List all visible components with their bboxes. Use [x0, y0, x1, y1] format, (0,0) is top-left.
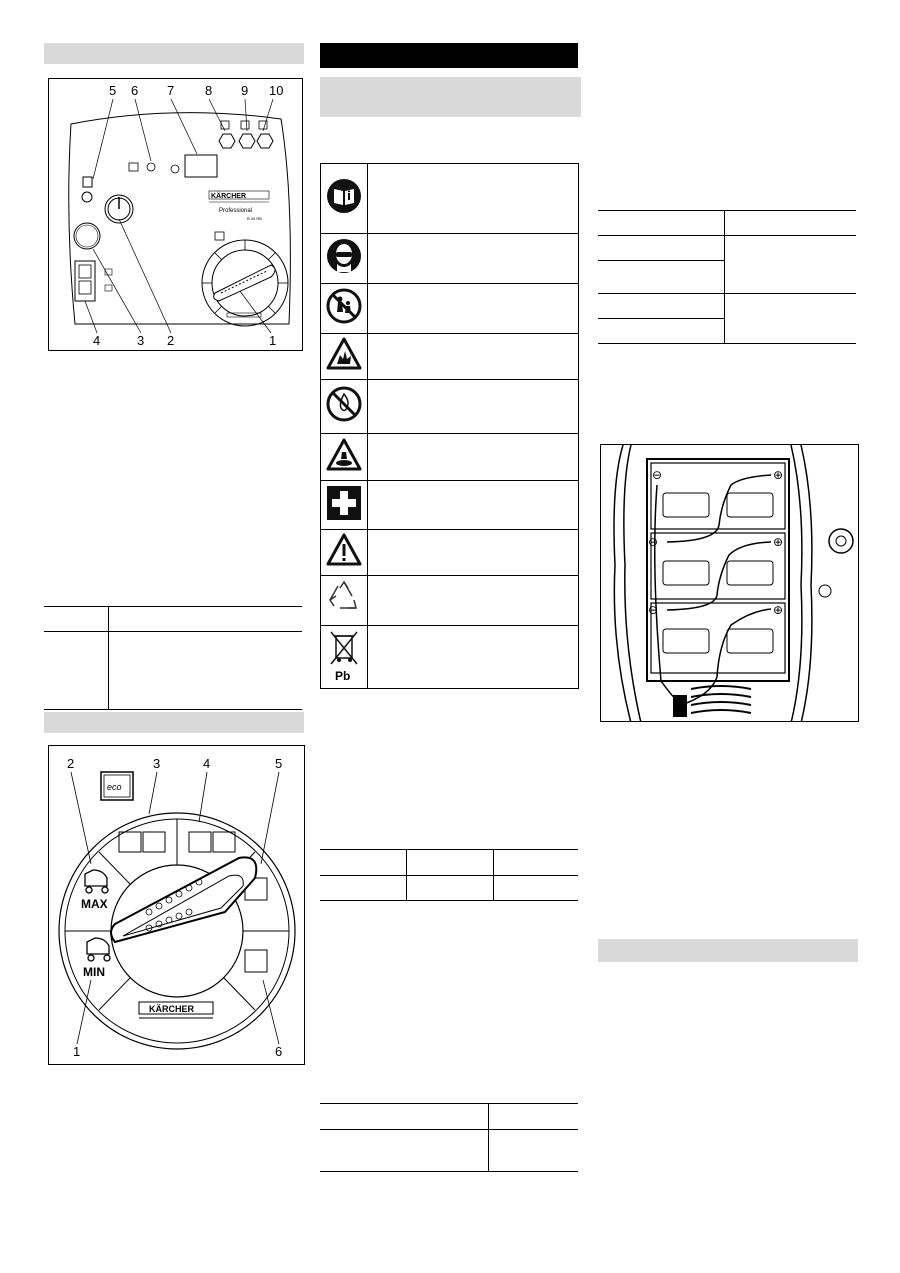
selector-switch-figure	[48, 745, 305, 1065]
selector-callout-5: 5	[275, 756, 283, 771]
panel-logo: KÄRCHER	[211, 193, 246, 200]
callout-1: 1	[269, 333, 277, 348]
first-aid-icon	[326, 485, 362, 521]
selector-callout-3: 3	[153, 756, 161, 771]
section-header-bar-left-2	[44, 712, 304, 733]
eye-protection-icon	[326, 238, 362, 274]
middle-table-2	[320, 1103, 578, 1172]
chapter-header-bar	[320, 43, 578, 68]
left-table	[44, 606, 302, 710]
middle-table-1	[320, 849, 578, 901]
keep-children-away-icon	[326, 288, 362, 324]
explosion-hazard-icon	[326, 337, 362, 371]
acid-burn-icon	[326, 438, 362, 472]
callout-6: 6	[131, 83, 139, 98]
callout-9: 9	[241, 83, 249, 98]
battery-drawing	[601, 445, 859, 722]
recycling-icon	[326, 580, 362, 616]
section-header-bar-left-1	[44, 43, 304, 64]
callout-7: 7	[167, 83, 175, 98]
selector-callout-1: 1	[73, 1044, 81, 1059]
terminal-minus-1: ⊖	[652, 468, 663, 482]
section-header-bar-middle	[320, 77, 581, 117]
callout-4: 4	[93, 333, 101, 348]
callout-5: 5	[109, 83, 117, 98]
callout-2: 2	[167, 333, 175, 348]
terminal-plus-1: ⊕	[773, 468, 784, 482]
control-panel-figure	[48, 78, 303, 351]
eco-label: eco	[107, 782, 122, 792]
control-panel-drawing	[49, 79, 303, 351]
selector-callout-2: 2	[67, 756, 75, 771]
crossed-bin-pb-icon	[326, 628, 362, 682]
terminal-minus-2: ⊖	[648, 535, 659, 549]
safety-symbols-table	[320, 163, 579, 689]
terminal-plus-2: ⊕	[773, 535, 784, 549]
selector-switch-drawing	[49, 746, 305, 1065]
terminal-minus-3: ⊖	[648, 603, 659, 617]
manual-book-icon	[326, 178, 362, 214]
callout-8: 8	[205, 83, 213, 98]
panel-model-text: B 40 RB	[247, 216, 262, 221]
callout-3: 3	[137, 333, 145, 348]
min-label: MIN	[83, 965, 105, 979]
selector-callout-4: 4	[203, 756, 211, 771]
callout-10: 10	[269, 83, 284, 98]
right-table	[598, 210, 856, 344]
warning-triangle-icon	[326, 533, 362, 567]
panel-sub-text: Professional	[219, 208, 253, 214]
pb-label: Pb	[335, 668, 351, 682]
selector-logo: KÄRCHER	[149, 1004, 194, 1014]
max-label: MAX	[81, 897, 108, 911]
no-fire-icon	[326, 386, 362, 422]
terminal-plus-3: ⊕	[773, 603, 784, 617]
battery-connection-figure	[600, 444, 859, 722]
section-header-bar-right	[598, 939, 858, 962]
selector-callout-6: 6	[275, 1044, 283, 1059]
